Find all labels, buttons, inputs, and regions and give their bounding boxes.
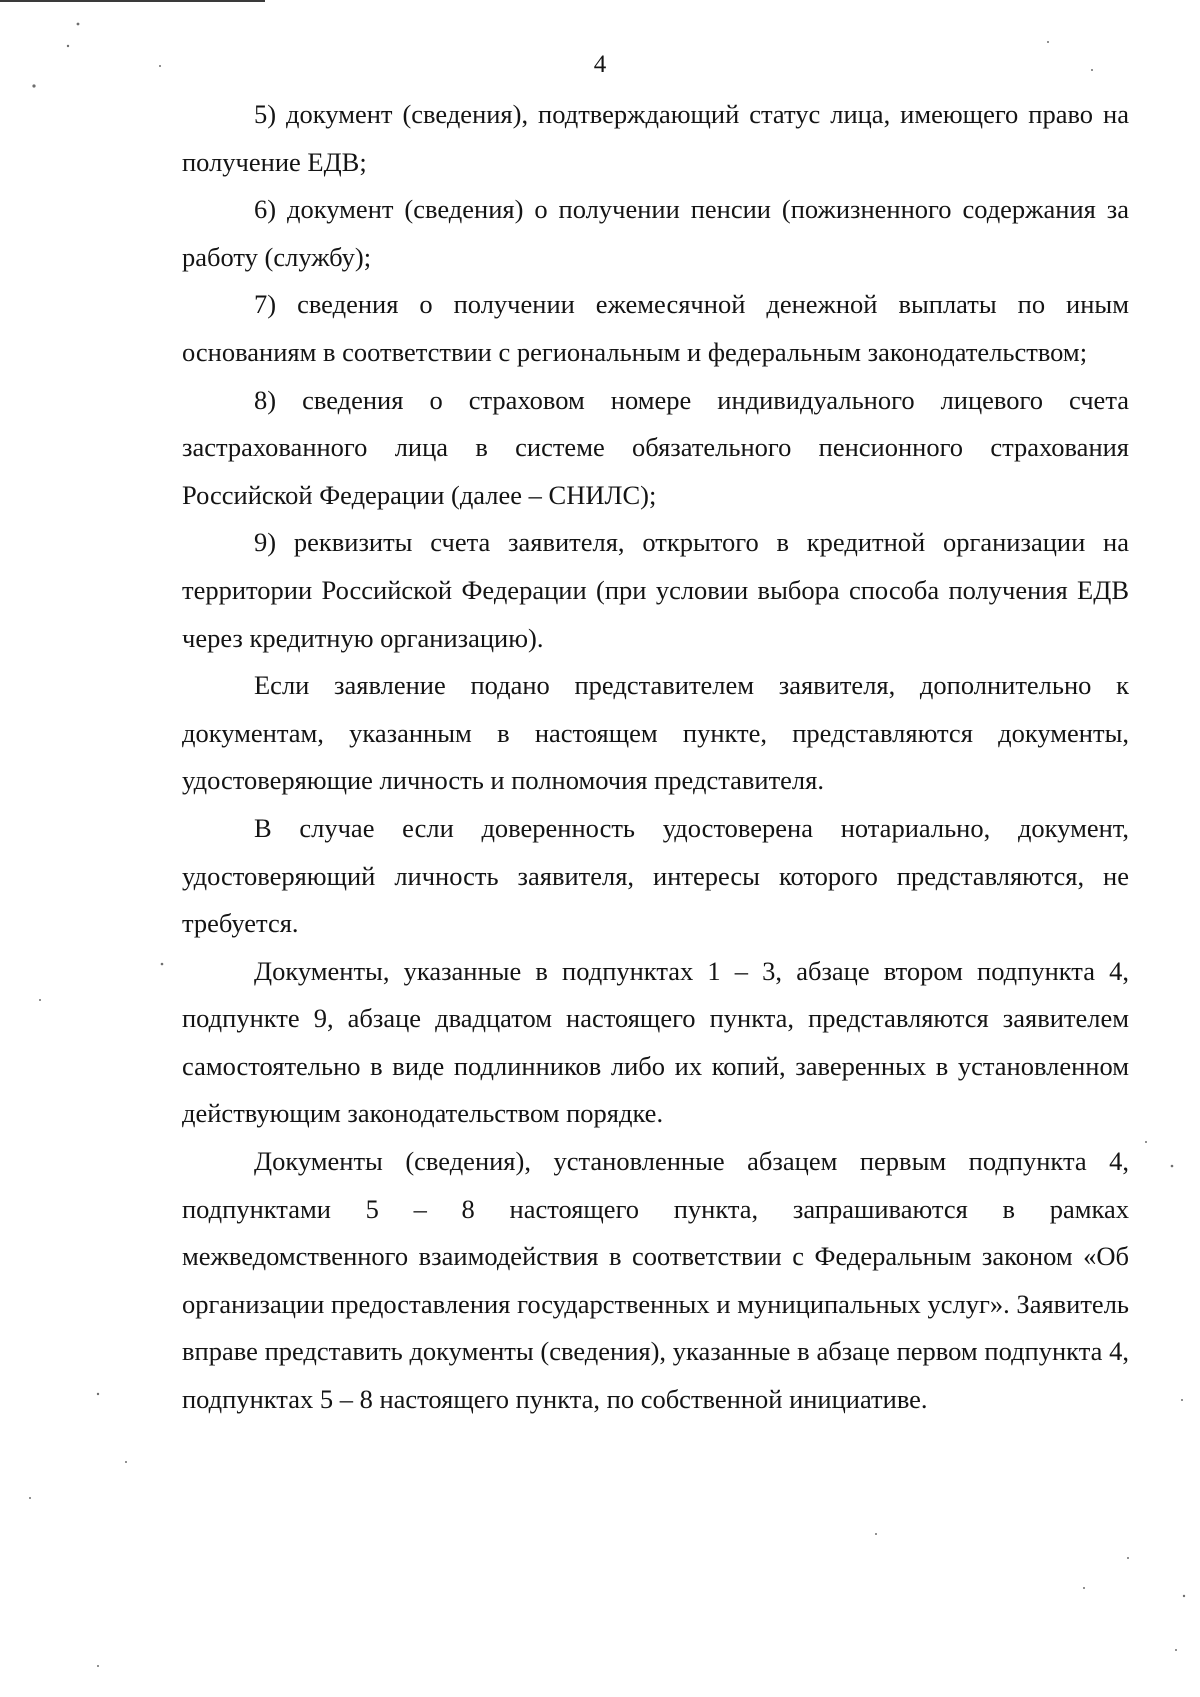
paragraph-item-9: 9) реквизиты счета заявителя, открытого в кредитной организации на территории Российской Федерации (при условии выбора способа получения ЕДВ через кредитную организацию). — [182, 527, 1129, 653]
document-body — [182, 91, 1129, 1424]
paragraph-notarized-power-of-attorney: В случае если доверенность удостоверена нотариально, документ, удостоверяющий личность заявителя, интересы которого представляются, не требуется. — [182, 812, 1129, 939]
paragraph-interagency-request: Документы (сведения), установленные абзацем первым подпункта 4, подпунктами 5 – 8 настоящего пункта, запрашиваются в рамках межведомственного взаимодействия в соответствии с Федеральным законом «Об организации предоставления государственных и муниципальных услуг». Заявитель вправе представить документы (сведения), указанные в абзаце первом подпункта 4, подпунктах 5 – 8 настоящего пункта, по собственной инициативе. — [182, 1146, 1129, 1415]
scan-top-edge-line — [0, 0, 265, 2]
paragraph-item-5: 5) документ (сведения), подтверждающий статус лица, имеющего право на получение ЕДВ; — [182, 99, 1129, 177]
paragraph-documents-submitted-by-applicant: Документы, указанные в подпунктах 1 – 3, абзаце втором подпункта 4, подпункте 9, абзаце двадцатом настоящего пункта, представляются заявителем самостоятельно в виде подлинников либо их копий, заверенных в установленном действующим законодательством порядке. — [182, 955, 1129, 1129]
paragraph-item-8: 8) сведения о страховом номере индивидуального лицевого счета застрахованного лица в системе обязательного пенсионного страхования Российской Федерации (далее – СНИЛС); — [182, 384, 1129, 510]
paragraph-item-6: 6) документ (сведения) о получении пенсии (пожизненного содержания за работу (службу); — [182, 194, 1129, 272]
paragraph-representative-documents: Если заявление подано представителем заявителя, дополнительно к документам, указанным в настоящем пункте, представляются документы, удостоверяющие личность и полномочия представителя. — [182, 670, 1129, 796]
paragraph-item-7: 7) сведения о получении ежемесячной денежной выплаты по иным основаниям в соответствии с региональным и федеральным законодательством; — [182, 289, 1129, 367]
page-number: 4 — [593, 51, 607, 78]
